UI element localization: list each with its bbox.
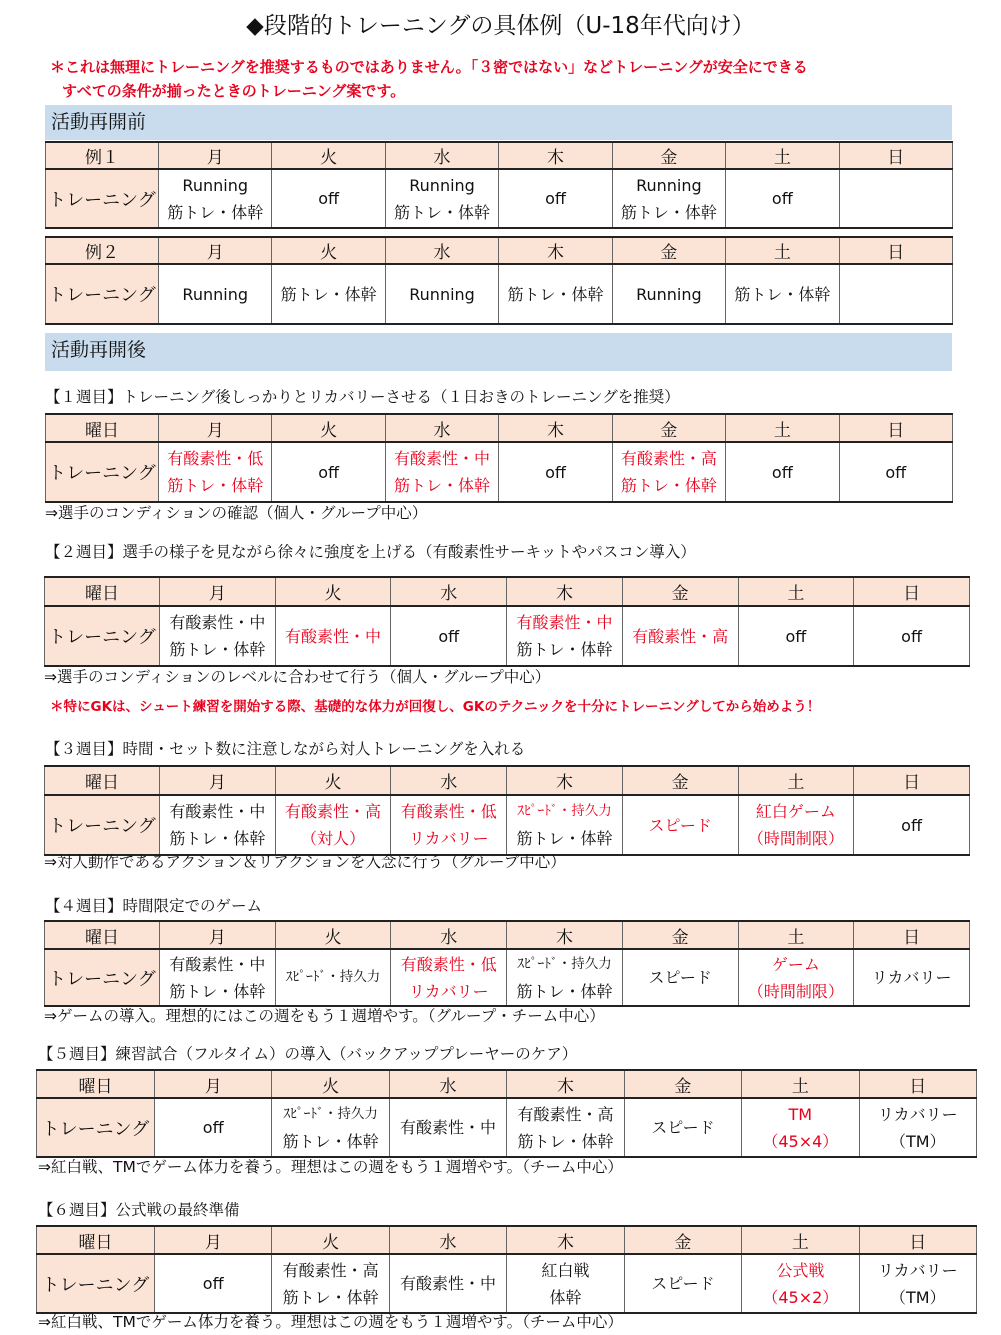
training-cell-sun	[859, 1098, 976, 1157]
day-header-row	[37, 1070, 977, 1098]
row-label-training: トレーニング	[45, 795, 160, 855]
day-header-row	[45, 766, 970, 795]
training-cell-line: off	[438, 626, 460, 646]
training-cell-thu	[507, 795, 623, 855]
training-cell-line: ｽﾋﾟｰﾄﾞ・持久力	[283, 1105, 378, 1122]
day-header-mon: 月	[160, 766, 276, 795]
training-cell-line: 有酸素性・高	[632, 626, 729, 646]
day-header-row	[37, 1226, 977, 1254]
training-cell-line: 有酸素性・中	[285, 626, 382, 646]
training-cell-line: TM	[788, 1104, 813, 1124]
day-header-fri: 金	[612, 142, 725, 169]
training-cell-line: 筋トレ・体幹	[394, 476, 491, 495]
training-cell-mon	[159, 264, 272, 324]
training-cell-line: 筋トレ・体幹	[734, 284, 831, 304]
day-header-thu: 木	[507, 1226, 624, 1254]
training-cell-tue	[272, 442, 385, 502]
training-cell-line: 有酸素性・低	[400, 802, 497, 821]
training-cell-thu	[499, 264, 612, 324]
schedule-table-week-5	[36, 1069, 977, 1158]
training-cell-line: リカバリー	[877, 1260, 958, 1280]
training-cell-line: off	[545, 462, 566, 482]
day-header-row	[46, 414, 953, 442]
day-header-mon: 月	[159, 414, 272, 442]
training-cell-thu	[499, 169, 612, 228]
training-cell-line: （時間制限）	[747, 829, 844, 848]
row-label-training: トレーニング	[46, 169, 159, 228]
training-cell-line: （対人）	[301, 829, 366, 848]
row-label-training: トレーニング	[37, 1254, 155, 1313]
training-cell-line: Running	[636, 284, 702, 304]
day-header-wed: 水	[385, 237, 498, 264]
training-cell-line: 有酸素性・低	[400, 954, 497, 974]
training-cell-line: リカバリー	[871, 968, 952, 987]
day-header-fri: 金	[612, 237, 725, 264]
day-header-fri: 金	[612, 414, 725, 442]
training-cell-line: 筋トレ・体幹	[169, 981, 266, 1001]
day-header-thu: 木	[507, 766, 623, 795]
training-cell-line: off	[318, 189, 340, 208]
day-header-wed: 水	[391, 577, 507, 606]
training-cell-line: off	[318, 462, 340, 482]
page-title: ◆段階的トレーニングの具体例（U-18年代向け）	[246, 13, 755, 39]
schedule-table-week-2	[44, 576, 970, 667]
training-cell-line: リカバリー	[408, 981, 489, 1001]
training-cell-line: リカバリー	[408, 829, 489, 848]
header-label-cell: 曜日	[37, 1070, 155, 1098]
training-cell-line: off	[771, 462, 793, 482]
training-cell-line: 筋トレ・体幹	[620, 476, 717, 495]
training-cell-line: off	[901, 815, 922, 835]
training-cell-sun	[839, 442, 952, 502]
day-header-wed: 水	[389, 1226, 506, 1254]
day-header-thu: 木	[507, 1070, 624, 1098]
training-cell-sat	[742, 1254, 859, 1313]
training-cell-sun	[839, 264, 952, 324]
day-header-sun: 日	[839, 237, 952, 264]
training-cell-line: 有酸素性・中	[400, 1274, 497, 1293]
day-header-row	[46, 142, 953, 169]
day-header-thu: 木	[499, 142, 612, 169]
day-header-sat: 土	[738, 766, 854, 795]
header-label-cell: 曜日	[45, 766, 160, 795]
week-3-heading: 【３週目】時間・セット数に注意しながら対人トレーニングを入れる	[45, 740, 526, 758]
training-cell-line: 筋トレ・体幹	[516, 829, 613, 848]
day-header-row	[45, 577, 970, 606]
training-cell-line: スピード	[648, 968, 712, 987]
day-header-sun: 日	[839, 142, 952, 169]
training-cell-line: 筋トレ・体幹	[167, 202, 264, 222]
day-header-tue: 火	[272, 1226, 389, 1254]
training-cell-line: リカバリー	[877, 1104, 958, 1124]
training-cell-mon	[160, 606, 276, 666]
training-cell-fri	[622, 795, 738, 855]
training-cell-line: 体幹	[549, 1287, 582, 1307]
week-3-footer: ⇒対人動作であるアクション＆リアクションを入念に行う（グループ中心）	[44, 853, 566, 871]
week-5-heading: 【５週目】練習試合（フルタイム）の導入（バックアッププレーヤーのケア）	[38, 1045, 578, 1063]
day-header-mon: 月	[159, 142, 272, 169]
day-header-fri: 金	[622, 766, 738, 795]
training-cell-line: （45×2）	[762, 1287, 839, 1307]
training-cell-thu	[507, 949, 623, 1006]
training-cell-line: 筋トレ・体幹	[517, 1131, 614, 1151]
training-cell-wed	[391, 606, 507, 666]
training-cell-line: ｽﾋﾟｰﾄﾞ・持久力	[285, 969, 381, 985]
training-cell-wed	[389, 1098, 506, 1157]
training-cell-thu	[507, 1098, 624, 1157]
day-header-tue: 火	[272, 142, 385, 169]
day-header-sat: 土	[726, 414, 839, 442]
training-cell-wed	[385, 442, 498, 502]
training-row	[45, 795, 970, 855]
training-cell-line: 有酸素性・中	[516, 613, 613, 632]
day-header-fri: 金	[624, 1070, 741, 1098]
training-cell-line: 筋トレ・体幹	[516, 640, 613, 659]
day-header-thu: 木	[499, 237, 612, 264]
training-cell-line: 筋トレ・体幹	[169, 829, 266, 848]
header-label-cell: 曜日	[46, 414, 159, 442]
training-cell-thu	[507, 1254, 624, 1313]
week-4-heading: 【４週目】時間限定でのゲーム	[45, 897, 263, 915]
training-cell-line: 筋トレ・体幹	[167, 476, 264, 495]
training-cell-line: Running	[636, 175, 702, 195]
training-cell-wed	[391, 795, 507, 855]
training-cell-line: 紅白ゲーム	[755, 802, 836, 821]
day-header-sat: 土	[726, 237, 839, 264]
day-header-wed: 水	[385, 142, 498, 169]
day-header-sun: 日	[839, 414, 952, 442]
training-cell-wed	[385, 169, 498, 228]
training-cell-mon	[159, 442, 272, 502]
day-header-wed: 水	[389, 1070, 506, 1098]
day-header-sat: 土	[738, 921, 854, 949]
training-cell-line: 筋トレ・体幹	[394, 202, 491, 222]
week-5-footer: ⇒紅白戦、TMでゲーム体力を養う。理想はこの週をもう１週増やす。（チーム中心）	[38, 1158, 623, 1176]
header-label-cell: 曜日	[45, 577, 160, 606]
training-cell-fri	[612, 169, 725, 228]
training-cell-fri	[622, 606, 738, 666]
training-cell-line: off	[202, 1274, 224, 1293]
training-cell-sat	[738, 606, 854, 666]
training-row	[46, 169, 953, 228]
training-cell-line: Running	[182, 284, 248, 304]
day-header-mon: 月	[160, 577, 276, 606]
week-2-heading: 【２週目】選手の様子を見ながら徐々に強度を上げる（有酸素性サーキットやパスコン導入）	[45, 543, 696, 561]
day-header-sun: 日	[854, 921, 970, 949]
day-header-wed: 水	[391, 921, 507, 949]
row-label-training: トレーニング	[45, 606, 160, 666]
day-header-mon: 月	[159, 237, 272, 264]
section-header-after: 活動再開後	[45, 333, 952, 371]
goalkeeper-note: ＊特にGKは、シュート練習を開始する際、基礎的な体力が回復し、GKのテクニックを十分にトレーニングしてから始めよう！	[50, 699, 821, 715]
training-cell-line: 有酸素性・高	[620, 449, 717, 468]
section-header-before: 活動再開前	[45, 105, 952, 140]
training-cell-tue	[275, 795, 391, 855]
training-cell-line: 有酸素性・中	[169, 802, 266, 821]
header-label-cell: 例１	[46, 142, 159, 169]
training-cell-wed	[391, 949, 507, 1006]
day-header-sun: 日	[854, 577, 970, 606]
training-cell-line: 有酸素性・高	[282, 1260, 379, 1280]
week-1-heading: 【１週目】トレーニング後しっかりとリカバリーさせる（１日おきのトレーニングを推奨）	[45, 388, 680, 406]
training-cell-mon	[155, 1098, 272, 1157]
training-cell-line: 有酸素性・低	[167, 449, 264, 468]
week-6-footer: ⇒紅白戦、TMでゲーム体力を養う。理想はこの週をもう１週増やす。（チーム中心）	[38, 1313, 623, 1331]
training-cell-sun	[854, 949, 970, 1006]
training-cell-line: 公式戦	[776, 1260, 825, 1280]
training-cell-line: off	[545, 189, 566, 208]
day-header-wed: 水	[391, 766, 507, 795]
training-cell-line: off	[202, 1118, 224, 1137]
day-header-tue: 火	[275, 921, 391, 949]
training-cell-tue	[275, 606, 391, 666]
header-label-cell: 曜日	[37, 1226, 155, 1254]
week-4-footer: ⇒ゲームの導入。理想的にはこの週をもう１週増やす。（グループ・チーム中心）	[44, 1007, 605, 1025]
row-label-training: トレーニング	[45, 949, 160, 1006]
day-header-tue: 火	[272, 237, 385, 264]
row-label-training: トレーニング	[37, 1098, 155, 1157]
training-cell-wed	[385, 264, 498, 324]
day-header-sun: 日	[854, 766, 970, 795]
training-cell-tue	[272, 264, 385, 324]
training-cell-line: 有酸素性・高	[517, 1104, 614, 1124]
training-cell-line: off	[901, 626, 922, 646]
training-cell-line: Running	[182, 175, 248, 195]
day-header-fri: 金	[624, 1226, 741, 1254]
day-header-sat: 土	[726, 142, 839, 169]
schedule-table-week-4	[44, 920, 970, 1007]
training-cell-fri	[612, 442, 725, 502]
training-cell-line: off	[785, 626, 807, 646]
training-cell-line: off	[771, 189, 793, 208]
day-header-thu: 木	[507, 921, 623, 949]
training-cell-sat	[726, 264, 839, 324]
training-cell-line: 筋トレ・体幹	[620, 202, 717, 222]
training-cell-sat	[726, 442, 839, 502]
schedule-table-example-1	[45, 141, 953, 229]
training-cell-fri	[622, 949, 738, 1006]
training-cell-line: 筋トレ・体幹	[507, 284, 604, 304]
day-header-sat: 土	[742, 1070, 859, 1098]
training-cell-tue	[272, 1098, 389, 1157]
row-label-training: トレーニング	[46, 264, 159, 324]
training-cell-fri	[624, 1254, 741, 1313]
day-header-thu: 木	[507, 577, 623, 606]
training-cell-line: 有酸素性・中	[169, 613, 266, 632]
training-cell-mon	[160, 949, 276, 1006]
training-cell-line: Running	[409, 284, 475, 304]
week-2-footer: ⇒選手のコンディションのレベルに合わせて行う（個人・グループ中心）	[44, 668, 551, 686]
training-cell-sat	[726, 169, 839, 228]
header-label-cell: 曜日	[45, 921, 160, 949]
day-header-tue: 火	[272, 414, 385, 442]
training-cell-sat	[738, 949, 854, 1006]
training-cell-fri	[612, 264, 725, 324]
schedule-table-week-6	[36, 1225, 977, 1314]
training-cell-sun	[854, 795, 970, 855]
schedule-table-week-1	[45, 413, 953, 503]
schedule-table-week-3	[44, 765, 970, 856]
day-header-tue: 火	[275, 766, 391, 795]
training-cell-sat	[738, 795, 854, 855]
training-cell-sun	[854, 606, 970, 666]
training-cell-thu	[499, 442, 612, 502]
training-cell-line: 筋トレ・体幹	[169, 640, 266, 659]
training-row	[46, 264, 953, 324]
week-1-footer: ⇒選手のコンディションの確認（個人・グループ中心）	[45, 504, 428, 522]
training-cell-tue	[272, 1254, 389, 1313]
header-label-cell: 例２	[46, 237, 159, 264]
training-cell-tue	[275, 949, 391, 1006]
day-header-mon: 月	[155, 1070, 272, 1098]
training-cell-line: 紅白戦	[541, 1260, 590, 1280]
training-cell-line: ｽﾋﾟｰﾄﾞ・持久力	[517, 955, 612, 972]
disclaimer-note-line-1: ＊これは無理にトレーニングを推奨するものではありません。「３密ではない」などトレーニングが安全にできる	[50, 58, 808, 76]
training-cell-line: 有酸素性・中	[394, 449, 491, 468]
training-cell-thu	[507, 606, 623, 666]
training-cell-line: スピード	[648, 815, 712, 835]
week-6-heading: 【６週目】公式戦の最終準備	[38, 1201, 240, 1219]
day-header-sun: 日	[859, 1070, 976, 1098]
day-header-row	[45, 921, 970, 949]
training-cell-line: Running	[409, 175, 475, 195]
training-cell-mon	[159, 169, 272, 228]
training-row	[46, 442, 953, 502]
training-cell-sun	[859, 1254, 976, 1313]
day-header-sun: 日	[859, 1226, 976, 1254]
training-cell-wed	[389, 1254, 506, 1313]
day-header-sat: 土	[738, 577, 854, 606]
training-cell-line: 筋トレ・体幹	[516, 981, 613, 1001]
training-cell-line: 有酸素性・中	[400, 1118, 497, 1137]
training-row	[45, 606, 970, 666]
day-header-fri: 金	[622, 921, 738, 949]
training-cell-sat	[742, 1098, 859, 1157]
training-cell-line: スピード	[651, 1274, 715, 1293]
training-cell-line: off	[885, 462, 907, 482]
training-cell-line: 筋トレ・体幹	[282, 1131, 379, 1151]
schedule-table-example-2	[45, 236, 953, 325]
training-cell-line: 筋トレ・体幹	[282, 1287, 379, 1307]
day-header-mon: 月	[155, 1226, 272, 1254]
training-cell-line: スピード	[651, 1118, 715, 1137]
training-cell-line: ゲーム	[771, 954, 820, 974]
training-cell-line: 有酸素性・高	[285, 802, 382, 821]
training-cell-line: （TM）	[889, 1287, 946, 1307]
training-cell-line: （時間制限）	[747, 981, 844, 1001]
training-row	[37, 1098, 977, 1157]
training-cell-line: （45×4）	[762, 1131, 839, 1151]
day-header-row	[46, 237, 953, 264]
training-cell-line: 有酸素性・中	[169, 954, 266, 974]
training-row	[45, 949, 970, 1006]
day-header-thu: 木	[499, 414, 612, 442]
day-header-mon: 月	[160, 921, 276, 949]
training-row	[37, 1254, 977, 1313]
training-cell-mon	[155, 1254, 272, 1313]
row-label-training: トレーニング	[46, 442, 159, 502]
day-header-tue: 火	[275, 577, 391, 606]
training-cell-sun	[839, 169, 952, 228]
day-header-fri: 金	[622, 577, 738, 606]
day-header-wed: 水	[385, 414, 498, 442]
day-header-sat: 土	[742, 1226, 859, 1254]
training-cell-fri	[624, 1098, 741, 1157]
training-cell-line: 筋トレ・体幹	[280, 284, 377, 304]
day-header-tue: 火	[272, 1070, 389, 1098]
disclaimer-note-line-2: すべての条件が揃ったときのトレーニング案です。	[62, 82, 406, 100]
training-cell-tue	[272, 169, 385, 228]
training-cell-line: ｽﾋﾟｰﾄﾞ・持久力	[517, 803, 612, 819]
training-cell-mon	[160, 795, 276, 855]
training-cell-line: （TM）	[889, 1131, 946, 1151]
